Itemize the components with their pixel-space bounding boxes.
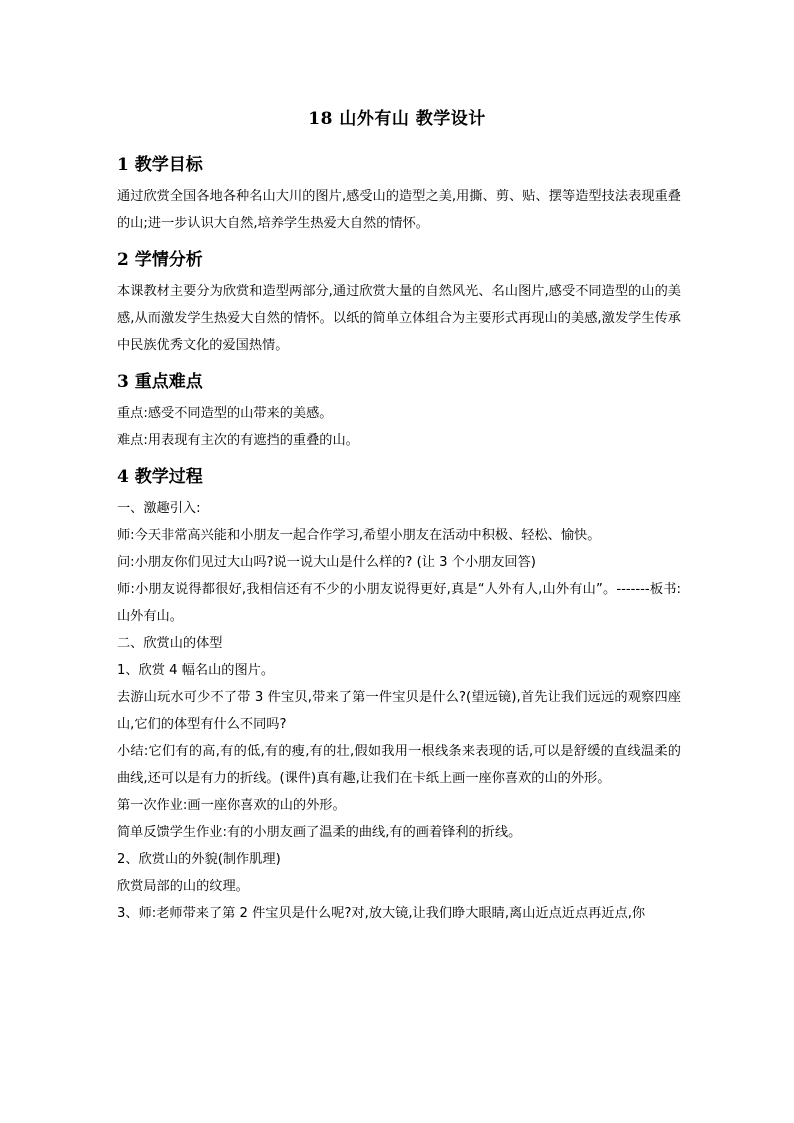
- paragraph: 师:小朋友说得都很好,我相信还有不少的小朋友说得更好,真是“人外有人,山外有山”。-------板书:山外有山。: [117, 582, 681, 624]
- section-heading-analysis: 2 学情分析: [117, 250, 203, 270]
- document-body: [117, 150, 681, 927]
- paragraph: 难点:用表现有主次的有遮挡的重叠的山。: [117, 433, 359, 448]
- paragraph: 小结:它们有的高,有的低,有的瘦,有的壮,假如我用一根线条来表现的话,可以是舒缓的直线温柔的曲线,还可以是有力的折线。(课件)真有趣,让我们在卡纸上画一座你喜欢的山的外形。: [117, 744, 681, 786]
- paragraph: 去游山玩水可少不了带 3 件宝贝,带来了第一件宝贝是什么?(望远镜),首先让我们远远的观察四座山,它们的体型有什么不同吗?: [117, 690, 681, 732]
- paragraph: 3、师:老师带来了第 2 件宝贝是什么呢?对,放大镜,让我们睁大眼睛,离山近点近点再近点,你: [117, 906, 646, 921]
- section-heading-objectives: 1 教学目标: [117, 155, 203, 175]
- paragraph: 重点:感受不同造型的山带来的美感。: [117, 406, 333, 421]
- paragraph: 本课教材主要分为欣赏和造型两部分,通过欣赏大量的自然风光、名山图片,感受不同造型的山的美感,从而激发学生热爱大自然的情怀。以纸的简单立体组合为主要形式再现山的美感,激发学生传承中民族优秀文化的爱国热情。: [117, 284, 681, 353]
- paragraph: 一、激趣引入:: [117, 501, 201, 516]
- paragraph: 欣赏局部的山的纹理。: [117, 879, 249, 894]
- paragraph: 师:今天非常高兴能和小朋友一起合作学习,希望小朋友在活动中积极、轻松、愉快。: [117, 528, 601, 543]
- paragraph: 2、欣赏山的外貌(制作肌理): [117, 852, 281, 867]
- paragraph: 通过欣赏全国各地各种名山大川的图片,感受山的造型之美,用撕、剪、贴、摆等造型技法表现重叠的山;进一步认识大自然,培养学生热爱大自然的情怀。: [117, 189, 681, 231]
- paragraph: 简单反馈学生作业:有的小朋友画了温柔的曲线,有的画着锋利的折线。: [117, 825, 522, 840]
- paragraph: 二、欣赏山的体型: [117, 636, 223, 651]
- page-title: 18 山外有山 教学设计: [308, 109, 486, 129]
- paragraph: 问:小朋友你们见过大山吗?说一说大山是什么样的? (让 3 个小朋友回答): [117, 555, 536, 570]
- paragraph: 1、欣赏 4 幅名山的图片。: [117, 663, 275, 678]
- section-heading-key-points: 3 重点难点: [117, 372, 203, 392]
- section-heading-process: 4 教学过程: [117, 467, 203, 487]
- paragraph: 第一次作业:画一座你喜欢的山的外形。: [117, 798, 346, 813]
